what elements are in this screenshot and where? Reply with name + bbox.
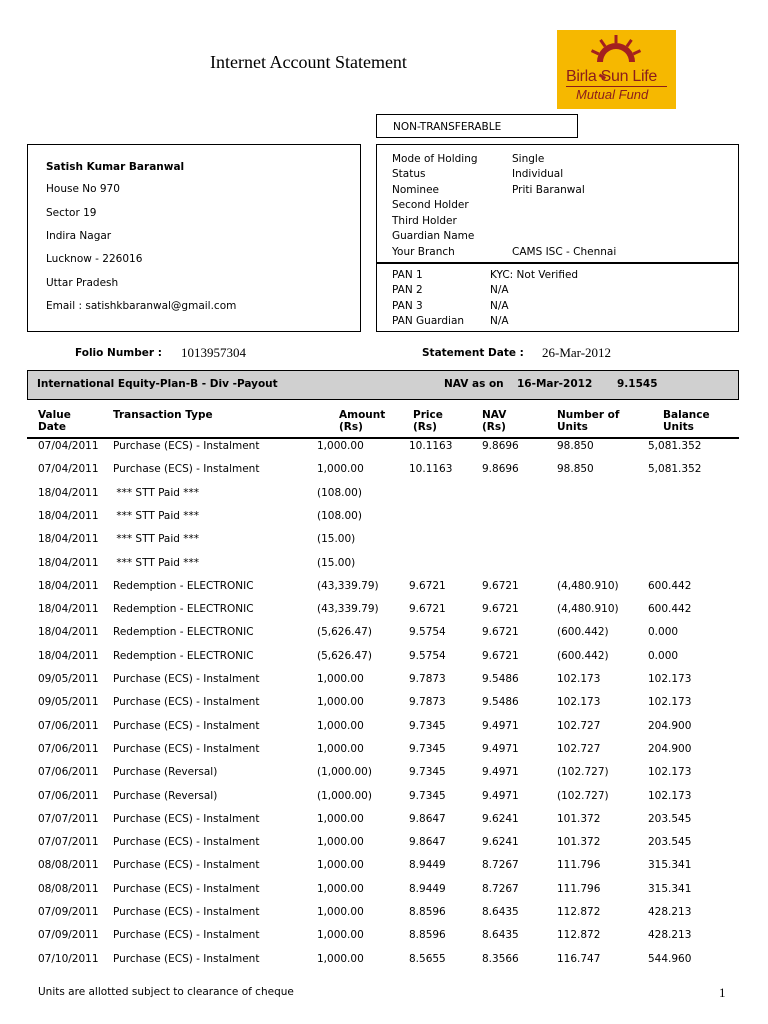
cell-amount: 1,000.00: [317, 719, 364, 732]
cell-amount: 1,000.00: [317, 836, 364, 849]
holding-label: Second Holder: [392, 199, 469, 211]
cell-units: (4,480.910): [557, 579, 619, 592]
cell-balance-units: 102.173: [648, 673, 692, 685]
cell-amount: 1,000.00: [317, 906, 364, 918]
cell-transaction-type: Redemption - ELECTRONIC: [113, 626, 254, 639]
cell-units: 102.173: [557, 673, 601, 685]
cell-units: 116.747: [557, 952, 601, 965]
column-header-price: Price (Rs): [413, 409, 443, 433]
column-header-transaction-type: Transaction Type: [113, 409, 213, 421]
cell-nav: 9.5486: [482, 673, 519, 685]
cell-balance-units: 203.545: [648, 836, 692, 849]
cell-price: 9.8647: [409, 836, 446, 849]
cell-nav: 9.4971: [482, 766, 519, 779]
cell-nav: 8.6435: [482, 929, 519, 942]
cell-transaction-type: Purchase (ECS) - Instalment: [113, 812, 260, 825]
cell-balance-units: 428.213: [648, 906, 692, 918]
cell-balance-units: 315.341: [648, 859, 692, 872]
investor-name: Satish Kumar Baranwal: [46, 161, 185, 173]
cell-price: 10.1163: [409, 440, 453, 452]
cell-transaction-type: Purchase (ECS) - Instalment: [113, 673, 260, 685]
page-title: Internet Account Statement: [210, 52, 407, 72]
column-header-nav: NAV (Rs): [482, 409, 507, 433]
cell-transaction-type: Purchase (ECS) - Instalment: [113, 696, 260, 709]
cell-transaction-type: Purchase (ECS) - Instalment: [113, 906, 260, 918]
cell-units: (102.727): [557, 789, 609, 802]
cell-amount: (43,339.79): [317, 579, 379, 592]
pan-label: PAN 3: [392, 300, 423, 312]
holding-label: Status: [392, 168, 426, 180]
cell-transaction-type: Purchase (ECS) - Instalment: [113, 929, 260, 942]
cell-balance-units: 5,081.352: [648, 440, 702, 452]
cell-transaction-type: Purchase (Reversal): [113, 766, 218, 779]
holding-value: CAMS ISC - Chennai: [512, 246, 617, 258]
pan-label: PAN 2: [392, 284, 423, 296]
pan-value: N/A: [490, 284, 509, 296]
pan-value: N/A: [490, 315, 509, 327]
cell-price: 8.9449: [409, 882, 446, 895]
cell-nav: 9.8696: [482, 440, 519, 452]
cell-units: 102.173: [557, 696, 601, 709]
cell-amount: (1,000.00): [317, 766, 372, 779]
address-line: House No 970: [46, 183, 120, 195]
folio-number-value: 1013957304: [181, 345, 246, 360]
cell-transaction-type: Purchase (ECS) - Instalment: [113, 719, 260, 732]
cell-nav: 8.7267: [482, 882, 519, 895]
holding-label: Nominee: [392, 184, 439, 196]
cell-balance-units: 0.000: [648, 626, 679, 639]
cell-transaction-type: *** STT Paid ***: [113, 509, 200, 522]
holding-label: Mode of Holding: [392, 153, 478, 165]
cell-price: 9.6721: [409, 603, 446, 616]
cell-transaction-type: Purchase (ECS) - Instalment: [113, 882, 260, 895]
cell-units: 101.372: [557, 812, 601, 825]
scheme-header-bar: [27, 370, 739, 400]
birla-sun-life-logo: [557, 30, 676, 109]
cell-amount: (1,000.00): [317, 789, 372, 802]
cell-amount: 1,000.00: [317, 696, 364, 709]
cell-balance-units: 315.341: [648, 882, 692, 895]
logo-text: Birla Sun Life: [566, 68, 657, 85]
holding-value: Single: [512, 153, 545, 165]
column-header-balance-units: Balance Units: [663, 409, 710, 433]
cell-transaction-type: Redemption - ELECTRONIC: [113, 603, 254, 616]
holding-details-box: [376, 144, 739, 332]
nav-value: 9.1545: [617, 378, 658, 390]
cell-transaction-type: Purchase (ECS) - Instalment: [113, 463, 260, 476]
cell-value-date: 18/04/2011: [38, 533, 99, 546]
cell-value-date: 08/08/2011: [38, 882, 99, 895]
cell-transaction-type: Purchase (ECS) - Instalment: [113, 742, 260, 755]
cell-value-date: 18/04/2011: [38, 486, 99, 499]
cell-price: 8.8596: [409, 929, 446, 942]
cell-units: 111.796: [557, 882, 601, 895]
cell-units: (600.442): [557, 649, 609, 662]
cell-transaction-type: *** STT Paid ***: [113, 533, 200, 546]
cell-units: (600.442): [557, 626, 609, 639]
cell-amount: 1,000.00: [317, 812, 364, 825]
cell-transaction-type: *** STT Paid ***: [113, 556, 200, 569]
cell-value-date: 18/04/2011: [38, 626, 99, 639]
cell-transaction-type: Purchase (ECS) - Instalment: [113, 836, 260, 849]
pan-value: N/A: [490, 300, 509, 312]
column-header-amount: Amount (Rs): [339, 409, 386, 433]
cell-balance-units: 5,081.352: [648, 463, 702, 476]
cell-balance-units: 102.173: [648, 696, 692, 709]
cell-balance-units: 428.213: [648, 929, 692, 942]
holding-label: Third Holder: [392, 215, 457, 227]
holding-label: Your Branch: [392, 246, 455, 258]
cell-value-date: 07/04/2011: [38, 440, 99, 452]
cell-units: 102.727: [557, 719, 601, 732]
cell-balance-units: 204.900: [648, 742, 692, 755]
investor-address-box: [27, 144, 361, 332]
column-header-value-date: Value Date: [38, 409, 71, 433]
address-line: Lucknow - 226016: [46, 253, 143, 265]
cell-value-date: 08/08/2011: [38, 859, 99, 872]
cell-amount: 1,000.00: [317, 673, 364, 685]
cell-transaction-type: Redemption - ELECTRONIC: [113, 579, 254, 592]
cell-price: 8.8596: [409, 906, 446, 918]
cell-value-date: 07/10/2011: [38, 952, 99, 965]
cell-price: 9.6721: [409, 579, 446, 592]
cell-amount: 1,000.00: [317, 742, 364, 755]
pan-label: PAN Guardian: [392, 315, 465, 327]
cell-amount: 1,000.00: [317, 952, 364, 965]
cell-nav: 9.6721: [482, 649, 519, 662]
cell-amount: (5,626.47): [317, 649, 372, 662]
cell-units: 111.796: [557, 859, 601, 872]
cell-price: 9.7345: [409, 789, 446, 802]
cell-amount: (15.00): [317, 556, 356, 569]
cell-nav: 9.6721: [482, 626, 519, 639]
cell-nav: 9.4971: [482, 742, 519, 755]
cell-price: 9.7345: [409, 742, 446, 755]
cell-balance-units: 204.900: [648, 719, 692, 732]
cell-transaction-type: Redemption - ELECTRONIC: [113, 649, 254, 662]
cell-price: 9.7345: [409, 766, 446, 779]
cell-amount: 1,000.00: [317, 440, 364, 452]
cell-nav: 9.6241: [482, 812, 519, 825]
holding-label: Guardian Name: [392, 230, 475, 242]
holding-separator: [377, 262, 738, 264]
cell-price: 9.5754: [409, 626, 446, 639]
cell-nav: 9.5486: [482, 696, 519, 709]
cell-value-date: 18/04/2011: [38, 649, 99, 662]
non-transferable-box: [376, 114, 578, 138]
cell-amount: 1,000.00: [317, 929, 364, 942]
non-transferable-label: NON-TRANSFERABLE: [393, 121, 502, 133]
cell-transaction-type: Purchase (ECS) - Instalment: [113, 440, 260, 452]
header-rule: [27, 437, 739, 439]
cell-price: 9.7873: [409, 673, 446, 685]
cell-amount: (5,626.47): [317, 626, 372, 639]
cell-balance-units: 102.173: [648, 766, 692, 779]
cell-price: 9.7345: [409, 719, 446, 732]
cell-value-date: 07/06/2011: [38, 742, 99, 755]
cell-value-date: 07/09/2011: [38, 929, 99, 942]
cell-value-date: 09/05/2011: [38, 696, 99, 709]
cell-units: (102.727): [557, 766, 609, 779]
cell-value-date: 18/04/2011: [38, 556, 99, 569]
cell-amount: (15.00): [317, 533, 356, 546]
cell-price: 9.5754: [409, 649, 446, 662]
address-line: Sector 19: [46, 207, 97, 219]
cell-balance-units: 0.000: [648, 649, 679, 662]
cell-price: 8.5655: [409, 952, 446, 965]
cell-transaction-type: *** STT Paid ***: [113, 486, 200, 499]
statement-date-value: 26-Mar-2012: [542, 345, 612, 360]
cell-nav: 8.6435: [482, 906, 519, 918]
nav-date: 16-Mar-2012: [517, 378, 593, 390]
cell-amount: (108.00): [317, 486, 362, 499]
cell-transaction-type: Purchase (ECS) - Instalment: [113, 952, 260, 965]
cell-balance-units: 203.545: [648, 812, 692, 825]
cell-value-date: 18/04/2011: [38, 509, 99, 522]
cell-value-date: 07/07/2011: [38, 836, 99, 849]
address-line: Indira Nagar: [46, 230, 112, 242]
column-header-number-of-units: Number of Units: [557, 409, 620, 433]
cell-value-date: 07/09/2011: [38, 906, 99, 918]
investor-email: Email : satishkbaranwal@gmail.com: [46, 300, 237, 312]
cell-units: 112.872: [557, 906, 601, 918]
pan-label: PAN 1: [392, 269, 423, 281]
cell-balance-units: 102.173: [648, 789, 692, 802]
cell-value-date: 07/07/2011: [38, 812, 99, 825]
cell-value-date: 07/04/2011: [38, 463, 99, 476]
cell-amount: 1,000.00: [317, 859, 364, 872]
cell-balance-units: 544.960: [648, 952, 692, 965]
cell-nav: 9.6241: [482, 836, 519, 849]
holding-value: Individual: [512, 168, 564, 180]
cell-amount: (108.00): [317, 509, 362, 522]
cell-price: 9.8647: [409, 812, 446, 825]
address-line: Uttar Pradesh: [46, 277, 119, 289]
cell-transaction-type: Purchase (Reversal): [113, 789, 218, 802]
cell-price: 10.1163: [409, 463, 453, 476]
page-number: 1: [719, 985, 726, 1000]
cell-units: 101.372: [557, 836, 601, 849]
nav-as-on-label: NAV as on: [444, 378, 504, 390]
cell-value-date: 07/06/2011: [38, 789, 99, 802]
folio-number-label: Folio Number :: [75, 347, 162, 359]
cell-nav: 9.6721: [482, 579, 519, 592]
cell-amount: (43,339.79): [317, 603, 379, 616]
holding-value: Priti Baranwal: [512, 184, 585, 196]
statement-date-label: Statement Date :: [422, 347, 524, 359]
cell-nav: 8.7267: [482, 859, 519, 872]
cell-value-date: 09/05/2011: [38, 673, 99, 685]
cell-balance-units: 600.442: [648, 579, 692, 592]
cell-nav: 9.6721: [482, 603, 519, 616]
logo-subtext: Mutual Fund: [576, 87, 649, 102]
cell-amount: 1,000.00: [317, 463, 364, 476]
cell-transaction-type: Purchase (ECS) - Instalment: [113, 859, 260, 872]
cell-nav: 8.3566: [482, 952, 519, 965]
cell-units: (4,480.910): [557, 603, 619, 616]
cell-value-date: 07/06/2011: [38, 719, 99, 732]
cell-price: 9.7873: [409, 696, 446, 709]
cell-value-date: 18/04/2011: [38, 603, 99, 616]
cell-units: 98.850: [557, 463, 594, 476]
cell-units: 102.727: [557, 742, 601, 755]
cell-nav: 9.4971: [482, 719, 519, 732]
footer-note: Units are allotted subject to clearance of cheque: [38, 986, 294, 998]
cell-nav: 9.8696: [482, 463, 519, 476]
cell-amount: 1,000.00: [317, 882, 364, 895]
pan-value: KYC: Not Verified: [490, 269, 579, 281]
cell-nav: 9.4971: [482, 789, 519, 802]
cell-units: 98.850: [557, 440, 594, 452]
cell-units: 112.872: [557, 929, 601, 942]
cell-balance-units: 600.442: [648, 603, 692, 616]
scheme-name: International Equity-Plan-B - Div -Payout: [37, 378, 278, 390]
cell-value-date: 07/06/2011: [38, 766, 99, 779]
cell-value-date: 18/04/2011: [38, 579, 99, 592]
cell-price: 8.9449: [409, 859, 446, 872]
